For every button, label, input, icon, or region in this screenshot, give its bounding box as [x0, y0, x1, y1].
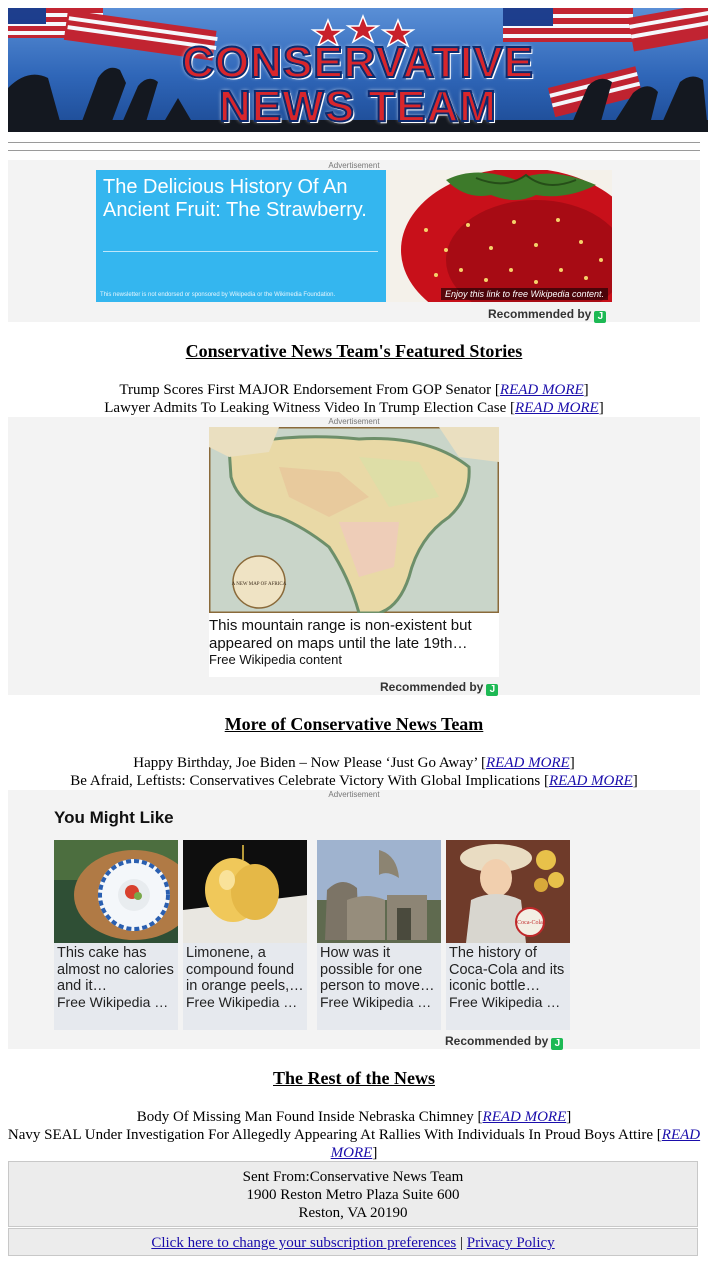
- recommendation-card-cake[interactable]: [54, 840, 178, 1030]
- map-cartouche-title: A NEW MAP OF AFRICA: [231, 582, 287, 587]
- read-more-link[interactable]: READ MORE: [515, 400, 599, 416]
- header-title-line1: CONSERVATIVE: [182, 38, 534, 87]
- lemon-image: [183, 840, 307, 943]
- featured-story-1: Trump Scores First MAJOR Endorsement From GOP Senator [READ MORE]: [119, 382, 589, 398]
- recommended-by[interactable]: [445, 1034, 563, 1050]
- story-headline: Be Afraid, Leftists: Conservatives Celebrate Victory With Global Implications: [70, 773, 541, 789]
- recommender-logo-icon: J: [594, 311, 606, 323]
- card-headline: The history of Coca-Cola and its iconic bottle…: [449, 945, 565, 994]
- read-more-link[interactable]: READ MORE: [482, 1109, 567, 1125]
- rest-story-1: Body Of Missing Man Found Inside Nebraska Chimney [READ MORE]: [136, 1109, 572, 1125]
- more-story-2: Be Afraid, Leftists: Conservatives Celebrate Victory With Global Implications [READ MORE]: [70, 773, 638, 789]
- read-more-link[interactable]: READ MORE: [499, 382, 584, 398]
- story-headline: Navy SEAL Under Investigation For Allegedly Appearing At Rallies With Individuals In Proud Boys Attire: [7, 1127, 654, 1143]
- footer-links: [8, 1228, 698, 1256]
- ad-label: Advertisement: [328, 161, 380, 170]
- story-headline: Trump Scores First MAJOR Endorsement From GOP Senator: [119, 382, 492, 398]
- footer-sent-from: Sent From:Conservative News Team: [242, 1169, 464, 1185]
- card-source: Free Wikipedia c…: [186, 994, 304, 1010]
- ad-strawberry-divider: [103, 251, 378, 252]
- card-headline: How was it possible for one person to move…: [320, 945, 435, 994]
- divider-top: [8, 142, 700, 143]
- ad-strawberry-link[interactable]: [96, 170, 612, 302]
- coral-castle-image: [317, 840, 441, 943]
- ad-strawberry-caption: Enjoy this link to free Wikipedia content.: [441, 288, 608, 300]
- card-source: Free Wikipedia c…: [320, 994, 438, 1010]
- featured-story-2: Lawyer Admits To Leaking Witness Video In Trump Election Case [READ MORE]: [104, 400, 604, 416]
- you-might-like-heading: You Might Like: [54, 808, 174, 827]
- recommendation-card-limonene[interactable]: [183, 840, 307, 1030]
- footer-address-block: [8, 1161, 698, 1227]
- footer-address-line2: Reston, VA 20190: [298, 1205, 408, 1221]
- read-more-link[interactable]: READ MORE: [548, 773, 633, 789]
- ad-strawberry-title: The Delicious History Of An Ancient Fruit: The Strawberry.: [103, 176, 367, 221]
- story-headline: Lawyer Admits To Leaking Witness Video In Trump Election Case: [104, 400, 507, 416]
- ad-strawberry-block: [8, 160, 700, 322]
- recommended-by-label: Recommended by: [380, 680, 484, 694]
- privacy-policy-link[interactable]: Privacy Policy: [466, 1235, 555, 1251]
- card-source: Free Wikipedia c…: [449, 994, 567, 1010]
- africa-map-image: [209, 427, 499, 613]
- recommender-logo-icon: J: [486, 684, 498, 696]
- ad-map-headline: This mountain range is non-existent but appeared on maps until the late 19th…: [209, 617, 472, 652]
- recommendation-card-castle[interactable]: [317, 840, 441, 1030]
- recommendation-card-cocacola[interactable]: [446, 840, 570, 1030]
- subscription-preferences-link[interactable]: Click here to change your subscription preferences: [151, 1235, 457, 1251]
- divider-bottom: [8, 150, 700, 151]
- story-headline: Happy Birthday, Joe Biden – Now Please ‘Just Go Away’: [133, 755, 478, 771]
- card-headline: This cake has almost no calories and it…: [57, 945, 174, 994]
- ad-map-block: [8, 417, 700, 695]
- more-stories-heading: More of Conservative News Team: [224, 714, 484, 734]
- ad-label: Advertisement: [328, 790, 380, 799]
- ad-map-card[interactable]: [209, 427, 499, 677]
- card-headline: Limonene, a compound found in orange peels,…: [186, 945, 304, 994]
- footer-separator: |: [459, 1235, 463, 1251]
- read-more-link[interactable]: READ MORE: [486, 755, 570, 771]
- ad-you-might-like-block: [8, 790, 700, 1049]
- cocacola-logo-text: Coca-Cola: [517, 920, 543, 926]
- featured-stories-heading: Conservative News Team's Featured Stories: [185, 341, 523, 361]
- recommended-by-label: Recommended by: [445, 1034, 549, 1048]
- rest-story-2: Navy SEAL Under Investigation For Allegedly Appearing At Rallies With Individuals In Proud Boys Attire [READ MORE]: [7, 1127, 701, 1161]
- card-source: Free Wikipedia c…: [57, 994, 175, 1010]
- cake-image: [54, 840, 178, 943]
- recommender-logo-icon: J: [551, 1038, 563, 1050]
- ad-disclaimer: This newsletter is not endorsed or sponsored by Wikipedia or the Wikimedia Foundation.: [100, 292, 336, 298]
- ad-label: Advertisement: [328, 417, 380, 426]
- rest-stories-heading: The Rest of the News: [273, 1068, 435, 1088]
- header-title-line2: NEWS TEAM: [219, 82, 497, 131]
- more-story-1: Happy Birthday, Joe Biden – Now Please ‘Just Go Away’ [READ MORE]: [133, 755, 575, 771]
- recommended-by-label: Recommended by: [488, 307, 592, 321]
- recommended-by[interactable]: [488, 307, 606, 323]
- recommended-by[interactable]: [380, 680, 498, 696]
- story-headline: Body Of Missing Man Found Inside Nebraska Chimney: [136, 1109, 474, 1125]
- read-more-link[interactable]: READ MORE: [330, 1127, 701, 1161]
- footer-address-line1: 1900 Reston Metro Plaza Suite 600: [246, 1187, 460, 1203]
- cocacola-vintage-image: [446, 840, 570, 943]
- ad-map-source: Free Wikipedia content: [209, 652, 342, 667]
- header-banner: [8, 8, 708, 132]
